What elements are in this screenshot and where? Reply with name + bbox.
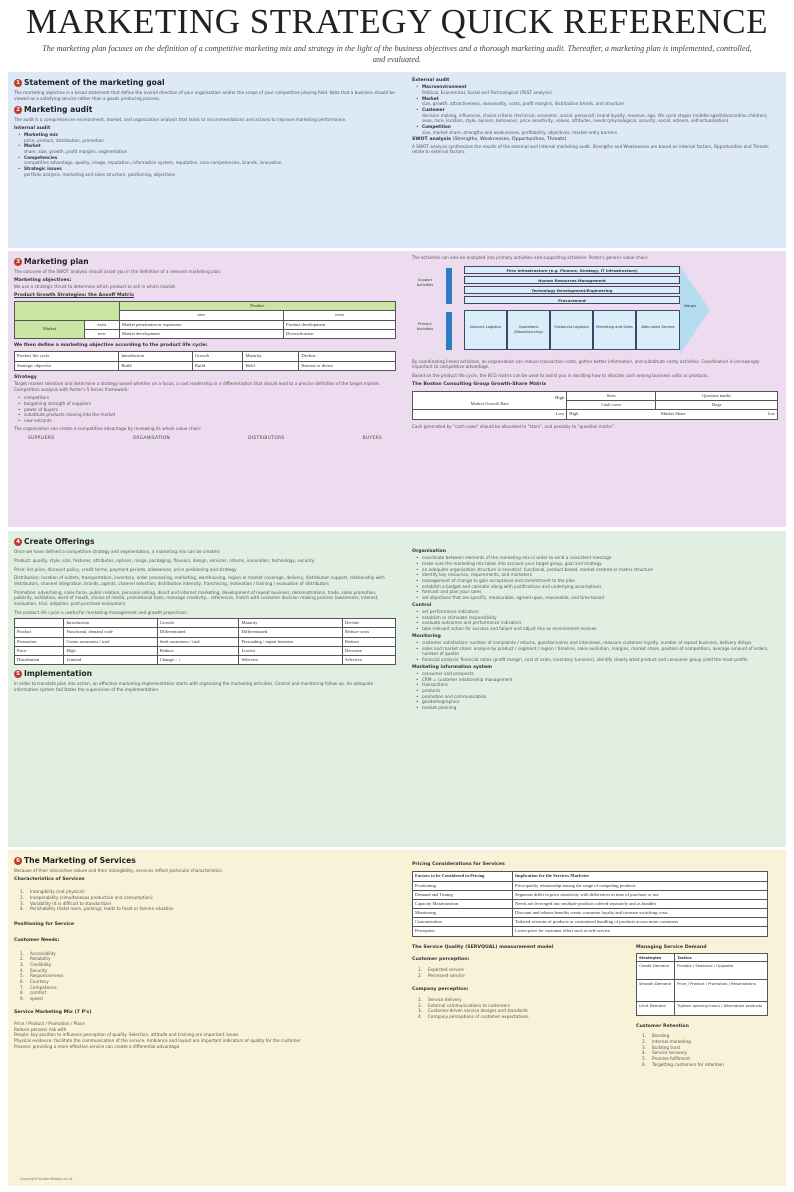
vc-bar: Technology Development/Engineering [464,286,680,294]
page-subtitle: The marketing plan focuses on the definition of a competitive marketing mix and strategy in the light of the business objectives and a thorough marketing audit. Thereafter, a marketing plan is implemented, controlled, and evaluated. [42,43,752,64]
list-item: 2. Inseparability (simultaneous production and consumption) [20,894,153,900]
list-item: • products [422,688,778,694]
list-item: 4. Company perceptions of customer expectations [418,1014,529,1020]
list-item: 9. speed [20,996,43,1002]
list-item: 5. Responsiveness [20,973,64,979]
list-item: 1. Expected service [418,967,464,973]
implementation-heading: 5 Implementation [14,669,396,679]
list-item: 4. Perishability (hotel room, parking); leads to feast or famine situation [20,906,174,912]
chain-step: ORGANISATION [132,436,170,442]
section-number: 3 [14,258,22,266]
section-create-offerings [8,531,786,847]
mix-price: Price: list price, discount policy, credit terms, payment periods, allowances, price positioning and strategy [14,566,237,572]
mix-distribution: Distribution: location of outlets, transportation, inventory, order processing, marketing, warehousing, region or market coverage, delivery, distribution support, relationship with distributors, channel integration, brands, agents, channel selection, distribution intensity, franchising, motivation / training / evaluation of distributors [14,575,385,586]
audit-title: Marketing audit [24,104,93,114]
strategy-text: Target market selection and determine a strategy based whether on a focus, a cost leadership or a differentiation that should lead to a precise definition of the target market. Competition analysis with Porter's 5 forces framework: [14,381,380,392]
mix-product: Product: quality, style, size, features, attributes, options, range, packaging, flavours, design, services, returns, innovation, technology, security [14,557,315,563]
objectives-text: We use a strategic thrust to determine which product to sell in which market. [14,284,177,290]
list-item: 2. Perceived service [418,973,465,979]
vc-primary: After-sales Service [636,310,680,350]
list-item: 1. Accessibility [20,950,56,956]
list-item: • Strategic issues portfolio analysis, marketing and sales structure, positioning, objectives [24,166,396,177]
list-item: • substitute products moving into the market [24,412,396,418]
plc-objective-table: Product life cycle Introduction Growth Maturity Decline Strategic objective Build Build Hold Harvest or divest [14,351,396,370]
list-item: 2. Reliability [20,956,51,962]
list-item: • set objectives that are specific, measurable, agreed upon, reasonable, and time based [422,595,778,601]
forces-list [14,395,396,423]
list-item: • promotion and communication [422,694,778,700]
section-marketing-of-services [8,850,786,1186]
vc-bar: Firm Infrastructure (e.g. Finance, Strategy, IT infrastructure) [464,266,680,274]
list-item: 7. Competence [20,984,57,990]
mix-promotion: Promotion: advertising, sales force, public relation, personal selling, direct and internet marketing, development of repeat business, demonstrations, trade, sales promotion, publicity, exhibition, word of mouth, choice of media, promotional tools, message creativity... references, match with customer decision making process (awareness, interest, evaluation, trial, adoption, post-purchase evaluation) [14,589,379,606]
audit-text: The audit is a comprehensive environment, market, and organization analysis that leads to recommendations and actions to improve marketing performance. [14,116,347,122]
list-item: 3. Variability (it is difficult to standardize) [20,900,112,906]
implementation-text: In order to translate plan into action, an effective marketing implementation starts with organizing the marketing activities. Control and monitoring follow up. An adequate information system facilitates the supervision of the implementation. [14,681,374,693]
list-item: • establish or stimulate responsibility [422,615,778,621]
strategy-heading: Strategy [14,374,37,380]
value-chain-flow [14,434,396,444]
list-item: 8. comfort [20,990,47,996]
list-item: 4. Service recovery [642,1050,688,1056]
external-audit-list [412,84,778,135]
list-item: • financial analysis: financial ratios (profit margin, cost of sales, inventory turnover), identify clearly what product and consumer group yield the most profits [422,657,778,663]
section-marketing-plan [8,251,786,527]
list-item: 3. Building trust [642,1044,681,1050]
goal-heading [14,78,396,88]
goal-text: The marketing objective is a broad statement that define the overall direction of your organization and/or the scope of your competitive playing field. Note that a business should be viewed as a satisfying service rather than a goods producing process. [14,90,395,101]
chain-step: BUYERS [362,436,382,442]
company-perception-list [412,997,622,1020]
plc-mix-table: Introduction Growth Maturity Decline Product Functional, demand code Differentiated Differentiated Reduce costs Promotion Create awareness / trial Seek awareness / trial Persuading / repeat business Reduce Price High Reduce Lowest Decrease Distribution Limited Change... ↓ Selective Selective [14,618,396,665]
characteristics-list [14,889,396,912]
primary-label: Primary Activities [416,321,434,331]
list-item: 5. Promise fulfilment [642,1056,691,1062]
list-item: • consumer and prospects [422,671,778,677]
needs-list [14,951,396,1002]
list-item: 2. External communications to customers [418,1002,511,1008]
vc-primary: Inbound Logistics [464,310,507,350]
goal-title: Statement of the marketing goal [24,78,165,87]
customer-perception-heading: Customer perception: [412,957,470,962]
demand-heading: Managing Service Demand [636,944,707,950]
list-item: • geodemographics [422,699,778,705]
retention-heading: Customer Retention [636,1024,689,1030]
list-item: • set performance indicators [422,609,778,615]
list-item: 2. Internal marketing [642,1039,691,1045]
margin-label: Margin [684,303,697,308]
list-item: • establish a budget and calendar along with justifications and underlying assumptions [422,584,778,590]
list-item: • Competencies competitive advantage, quality, image, reputation, information system, reputation, core competencies, brands, innovation [24,155,396,166]
demand-table: Strategies Tactics Create Demand Flexible / Seasonal / Opposite Smooth Demand Price / Product / Promotion / Reservations Limit Demand Tighten opening hours / Alternative products [636,953,768,1016]
list-item: • competitors [24,395,396,401]
section-number: 5 [14,670,22,678]
needs-heading: Customer Needs: [14,938,60,944]
service-mix-heading: Service Marketing Mix (7 P's) [14,1009,92,1015]
list-item: 1. Bonding [642,1033,670,1039]
offerings-intro: Once we have defined a competitive strategy and segmentation, a marketing mix can be created: [14,549,221,555]
objectives-heading: Marketing objectives: [14,277,72,283]
section-goal-audit [8,72,786,248]
services-intro: Because of their interactive nature and their intangibility, services reflect particular characteristics. [14,868,223,874]
audit-heading [14,105,396,115]
list-item: 3. Customer-driven service designs and standards [418,1008,528,1014]
margin-arrow-icon [680,266,710,354]
plc-heading: We then define a marketing objective according to the product life cycle: [14,343,208,349]
primary-arrow-icon [446,312,452,350]
list-item: • Macroenvironment Political, Economical, Social and Technological (PEST analysis) [422,84,778,95]
list-item: • evaluate outcomes and performance indicators [422,620,778,626]
internal-audit-list [14,132,396,177]
list-item: • sales and market share: analyse by product / segment / region / timeline, sales evolution, margins, market share, position of competitors, average amount of orders, number of quotes [422,646,778,657]
customer-perception-list [412,967,622,978]
company-perception-heading: Company perception: [412,986,469,992]
characteristics-heading: Characteristics of Services [14,876,85,882]
vc-bar: Human Resources Management [464,276,680,284]
list-item: • Market share, size, growth, profit margins, segmentation [24,143,396,154]
pricing-table: Factors to be Considered in Pricing Implication for the Services Marketer Positioning Price/quality relationship among the range of competing products Demand and Timing Segments differ in price sensitivity with differences in time of purchase or use Capacity Maximization Needs are leveraged into multiple products offered separately and as bundles Monitoring Discount and rebates benefits create consumer loyalty and increase switching costs Customization Tailored versions of products or customized bundling of products across more customers Perception Lower price for customer effort such as self-service [412,871,768,936]
organisation-list [412,555,778,600]
list-item: 6. Targetting customers for retention [642,1061,724,1067]
mis-heading: Marketing information system [412,664,493,670]
bcg-note: Cash generated by "cash cows" should be allocated to "stars", and possibly to "question marks". [412,423,616,429]
section-number: 6 [14,857,22,865]
servqual-heading: The Service Quality (SERVQUAL) measurement model [412,944,554,950]
vc-primary: Outbound Logistics [550,310,593,350]
vc-primary: Marketing and Sales [593,310,636,350]
support-arrow-icon [446,268,452,304]
retention-list [636,1033,768,1067]
vc-text-2: Based on the product life cycle, the BCG matrix can be used to assist you in deciding how to allocate cash among business units or products. [412,373,709,379]
ansoff-matrix: Product new exist Market exist Market penetration or expansion Product development new Market development Diversification [14,301,396,339]
list-item: • identify key resources, requirements, and marketers [422,572,778,578]
vc-text-1: By coordinating linked activities, an organisation can reduce transaction costs, gather better information, and substitute costly activities. Coordination is increasingly important to competitive advantage. [412,358,760,370]
list-item: • Marketing mix price, product, distribution, promotion [24,132,396,143]
list-item: • make sure the marketing mix takes into account your target group, goal and strategy [422,561,778,567]
vc-bar: Procurement [464,296,680,304]
list-item: • power of buyers [24,407,396,413]
service-mix-text: Price / Product / Promotion / Place Reduce persons risk with People: key position to influence perception of quality. Selection, attitude and training are important issues Physical evidence: facilitate the communication of the service. Ambiance and layout are important indicators of quality for the customer Process: providing a more effective service can create a differential advantage [14,1021,301,1049]
ansoff-heading: Product Growth Strategies: the Ansoff Matrix [14,292,134,298]
section-number: 1 [14,79,22,87]
list-item: • Customer decision making, influences, choice criteria (technical, economic, social, personal); brand loyalty, revenue, age, life cycle stages (middle-aged/divorced/no children), sexe, race, location, style, opinion, behaviour, price sensitivity, values, attitudes, needs (physiological, security, social, esteem, self-actualisation) [422,107,778,124]
list-item: • forecast and plan your sales [422,589,778,595]
list-item: • CRM = customer relationship management [422,677,778,683]
swot-heading: SWOT analysis (Strengths, Weaknesses, Opportunities, Threats) [412,137,567,143]
copyright-footer: Copyright StudentNotes.co.uk [20,1177,73,1182]
list-item: • bargaining strength of suppliers [24,401,396,407]
monitoring-list [412,640,778,663]
support-label: Support Activities [416,277,434,287]
list-item: 4. Security [20,967,48,973]
vc-primary: Operations (Manufacturing) [507,310,550,350]
bcg-heading: The Boston Consulting Group Growth-Share Matrix [412,381,547,387]
list-item: 1. Service delivery [418,997,462,1003]
section-number: 4 [14,538,22,546]
external-audit-heading: External audit [412,78,450,83]
chain-step: DISTRIBUTORS [248,436,285,442]
list-item: • Competition size, market share, strengths and weaknesses, profitability, objectives, market entry barriers [422,124,778,135]
list-item: • management of change to gain acceptance and commitment to the plan [422,578,778,584]
list-item: • customer satisfaction: number of complaints / returns, questionnaires and interviews, measure customer loyalty, number of repeat business, delivery delays [422,640,778,646]
offerings-heading: 4 Create Offerings [14,537,396,547]
vc-intro: The activities can also be analyzed into primary activities and supporting activities: Porter's generic value chain: [412,255,649,260]
list-item: • transactions [422,682,778,688]
mis-list [412,671,778,711]
plc-note: The product life cycle is useful for marketing management and growth projections: [14,609,188,615]
positioning-heading: Positioning for Service [14,921,75,927]
list-item: • take relevant action for success and failure and adjust mix as environment evolves [422,626,778,632]
services-heading: 6 The Marketing of Services [14,856,396,866]
monitoring-heading: Monitoring [412,633,441,639]
list-item: 6. Courtesy [20,979,49,984]
porter-value-chain [412,264,778,356]
list-item: • Market size, growth, attractiveness, seasonality, costs, profit margins, distribution trends, and structure [422,96,778,107]
section-number: 2 [14,106,22,114]
internal-audit-heading: Internal audit [14,125,51,131]
control-heading: Control [412,602,432,608]
swot-text: A SWOT analysis synthesizes the results of the external and internal marketing audit. Strengths and Weaknesses are based on internal factors, Opportunities and Threats relate to external factors. [412,143,769,155]
control-list [412,609,778,632]
bcg-matrix: High Market Growth Rate Stars Question marks Cash cows Dogs Low High Market Share low [412,391,778,420]
organisation-heading: Organisation [412,549,447,554]
list-item: • market planning [422,705,778,711]
plan-intro: The outcome of the SWOT analysis should assist you in the definition of a relevant marketing plan. [14,269,222,275]
plan-heading: 3 Marketing plan [14,257,396,267]
list-item: • coordinate between elements of the marketing mix in order to send a consistent message [422,555,778,561]
list-item: 3. Credibility [20,961,52,967]
chain-step: SUPPLIERS [28,436,55,442]
chain-text: The organisation can create a competitive advantage by reviewing its whole value chain: [14,425,202,431]
page-title: MARKETING STRATEGY QUICK REFERENCE [26,2,768,41]
list-item: 1. Intangibility (not physical) [20,889,85,895]
pricing-heading: Pricing Considerations for Services [412,862,505,867]
list-item: • an adequate organisation structure is essential: functional, product based, market centred or matrix structure [422,567,778,573]
list-item: • new entrants [24,418,396,424]
